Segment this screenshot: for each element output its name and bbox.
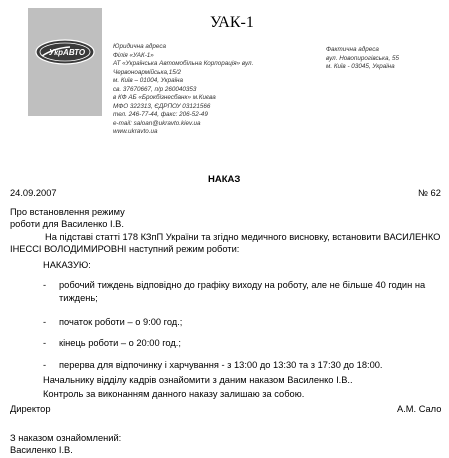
hr-instruction: Начальнику відділу кадрів ознайомити з даним наказом Василенко І.В.. <box>43 375 353 385</box>
legal-address-line: АТ «Українська Автомобільна Корпорація» вул. <box>113 60 254 67</box>
bullet-dash: - <box>43 317 47 327</box>
legal-address-line: тел. 246-77-44, факс: 206-52-49 <box>113 111 208 118</box>
legal-address <box>113 43 253 137</box>
order-word: НАКАЗУЮ: <box>43 260 91 270</box>
subject-line: Про встановлення режиму <box>10 207 125 217</box>
legal-address-line: Юридична адреса <box>113 43 166 50</box>
preamble-line: На підставі статті 178 КЗпП України та згідно медичного висновку, встановити ВАСИЛЕНКО <box>45 232 441 242</box>
preamble-line: ІНЕССІ ВОЛОДИМИРОВНІ наступний режим роботи: <box>10 244 240 254</box>
bullet-item-cont: тиждень; <box>59 293 98 303</box>
acquainted-label: З наказом ознайомлений: <box>10 433 122 443</box>
bullet-item: початок роботи – о 9:00 год.; <box>59 317 183 327</box>
control-line: Контроль за виконанням данного наказу залишаю за собою. <box>43 389 305 399</box>
bullet-dash: - <box>43 360 47 370</box>
legal-address-line: в КФ АБ «Брокбізнесбанк» м.Києва <box>113 94 216 101</box>
bullet-dash: - <box>43 338 47 348</box>
letterhead <box>0 0 449 175</box>
acquainted-name: Василенко І.В. <box>10 445 73 455</box>
legal-address-line: м. Київ – 01004, Україна <box>113 77 184 84</box>
signer-name: А.М. Сало <box>397 404 442 414</box>
actual-address-line: вул. Новопирогівська, 55 <box>326 54 399 62</box>
bullet-item: перерва для відпочинку і харчування - з 13:00 до 13:30 та з 17:30 до 18:00. <box>59 360 383 370</box>
legal-address-line: св. 37670667, п/р 260040353 <box>113 85 197 93</box>
bullet-item: робочий тиждень відповідно до графіку виходу на роботу, але не більше 40 годин на <box>59 280 426 290</box>
logo-oval-icon <box>34 38 96 66</box>
actual-address-line: Фактична адреса <box>326 46 379 53</box>
document-number: № 62 <box>418 188 441 198</box>
letterhead-title: УАК-1 <box>210 14 254 31</box>
legal-address-line: e-mail: saloan@ukravto.kiev.ua <box>113 119 201 127</box>
logo-text: УкрАВТО <box>48 48 86 57</box>
document-date: 24.09.2007 <box>10 188 57 198</box>
signer-title: Директор <box>10 404 51 414</box>
actual-address <box>326 46 399 72</box>
subject-line: роботи для Василенко І.В. <box>10 219 124 229</box>
bullet-item: кінець роботи – о 20:00 год.; <box>59 338 181 348</box>
legal-address-line: Філія «УАК-1» <box>113 51 154 59</box>
bullet-dash: - <box>43 280 47 290</box>
document-title: НАКАЗ <box>208 174 241 185</box>
legal-address-line: МФО 322313, ЄДРПОУ 03121566 <box>113 102 211 110</box>
company-logo <box>28 8 102 116</box>
legal-address-line: www.ukravto.ua <box>113 128 158 135</box>
actual-address-line: м. Київ - 03045, Україна <box>326 63 395 70</box>
legal-address-line: Червоноармійська,15/2 <box>113 68 181 76</box>
